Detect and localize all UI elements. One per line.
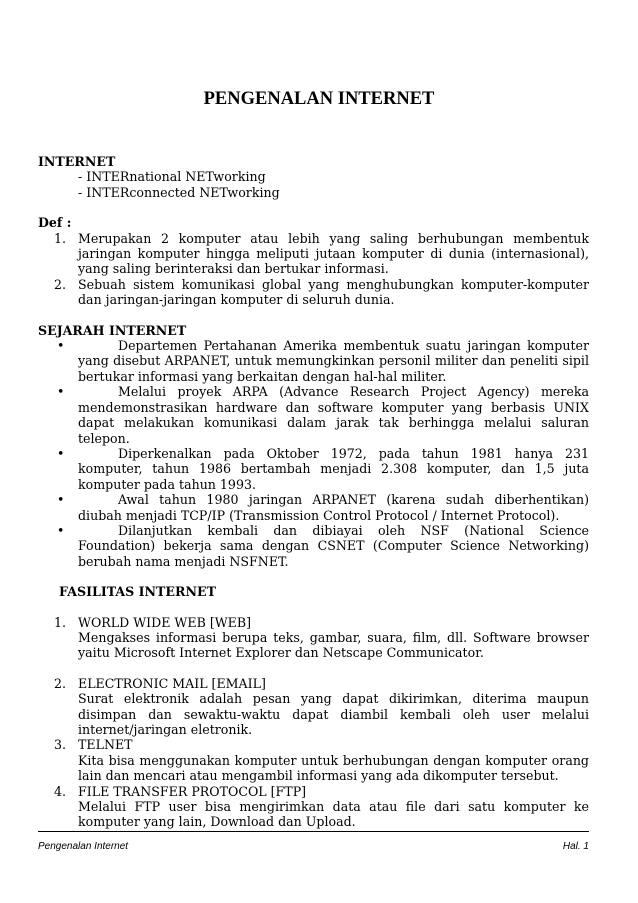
def-item	[38, 277, 589, 308]
def-item-text: Sebuah sistem komunikasi global yang menghubungkan komputer-komputer dan jaringan-jaringan komputer di seluruh dunia.	[78, 276, 589, 308]
fasilitas-item-title: WORLD WIDE WEB [WEB]	[78, 614, 252, 630]
fasilitas-item-title: FILE TRANSFER PROTOCOL [FTP]	[78, 783, 307, 799]
fasilitas-item-title: ELECTRONIC MAIL [EMAIL]	[78, 675, 266, 691]
internet-expansion-line: - INTERnational NETworking	[78, 169, 266, 185]
def-item-number: 2.	[54, 276, 67, 292]
sejarah-item-text: Departemen Pertahanan Amerika membentuk suatu jaringan komputer yang disebut ARPANET, untuk memungkinkan personil militer dan peneliti sipil bertukar informasi yang berkaitan dengan hal-hal militer.	[78, 338, 589, 384]
fasilitas-heading: FASILITAS INTERNET	[59, 584, 216, 600]
sejarah-item	[38, 338, 589, 384]
fasilitas-list	[38, 615, 589, 830]
fasilitas-item-number: 4.	[54, 783, 67, 799]
fasilitas-item-number: 3.	[54, 737, 67, 753]
footer-divider	[38, 831, 589, 832]
def-item-number: 1.	[54, 230, 67, 246]
fasilitas-item-title: TELNET	[78, 737, 133, 753]
sejarah-item-text: Diperkenalkan pada Oktober 1972, pada tahun 1981 hanya 231 komputer, tahun 1986 bertambah menjadi 2.308 komputer, dan 1,5 juta komputer pada tahun 1993.	[78, 445, 589, 492]
fasilitas-item-text: Kita bisa menggunakan komputer untuk berhubungan dengan komputer orang lain dan mencari atau mengambil informasi yang ada dikomputer tersebut.	[78, 752, 589, 784]
def-item	[38, 231, 589, 277]
internet-expansion-line: - INTERconnected NETworking	[78, 184, 280, 200]
fasilitas-item-number: 1.	[54, 614, 67, 630]
sejarah-item	[38, 384, 589, 446]
fasilitas-item	[38, 676, 589, 738]
page-title: PENGENALAN INTERNET	[203, 89, 435, 109]
internet-expansions	[78, 169, 589, 200]
def-list	[38, 231, 589, 308]
def-item-text: Merupakan 2 komputer atau lebih yang saling berhubungan membentuk jaringan komputer hingga meliputi jutaan komputer di dunia (internasional), yang saling berinteraksi dan bertukar informasi.	[78, 230, 589, 277]
fasilitas-item-text: Mengakses informasi berupa teks, gambar, suara, film, dll. Software browser yaitu Microsoft Internet Explorer dan Netscape Communicator.	[78, 629, 589, 661]
document-body	[38, 154, 589, 830]
footer-page-number: Hal. 1	[562, 841, 589, 852]
fasilitas-item-number: 2.	[54, 675, 67, 691]
bullet-icon: •	[57, 522, 65, 538]
bullet-icon: •	[57, 445, 65, 461]
internet-heading: INTERNET	[38, 154, 116, 169]
fasilitas-item-text: Surat elektronik adalah pesan yang dapat dikirimkan, diterima maupun disimpan dan sewaktu-waktu dapat diambil kembali oleh user melalui internet/jaringan eletronik.	[78, 691, 589, 737]
sejarah-item	[38, 446, 589, 492]
fasilitas-item	[38, 737, 589, 783]
fasilitas-item	[38, 615, 589, 661]
fasilitas-item-text: Melalui FTP user bisa mengirimkan data atau file dari satu komputer ke komputer yang lain, Download dan Upload.	[78, 799, 589, 830]
footer-document-title: Pengenalan Internet	[38, 841, 129, 852]
bullet-icon: •	[57, 492, 65, 508]
def-heading: Def :	[38, 215, 72, 231]
sejarah-heading: SEJARAH INTERNET	[38, 322, 187, 338]
sejarah-item-text: Melalui proyek ARPA (Advance Research Project Agency) mereka mendemonstrasikan hardware dan software komputer yang berbasis UNIX dapat melakukan komunikasi dalam jarak tak berhingga melalui saluran telepon.	[78, 384, 589, 446]
sejarah-item-text: Dilanjutkan kembali dan dibiayai oleh NSF (National Science Foundation) bekerja sama dengan CSNET (Computer Science Networking) berubah nama menjadi NSFNET.	[78, 522, 589, 569]
fasilitas-item	[38, 784, 589, 830]
bullet-icon: •	[57, 384, 65, 400]
bullet-icon: •	[57, 338, 65, 354]
sejarah-item	[38, 492, 589, 523]
sejarah-list	[38, 338, 589, 569]
sejarah-item	[38, 523, 589, 569]
sejarah-item-text: Awal tahun 1980 jaringan ARPANET (karena sudah diberhentikan) diubah menjadi TCP/IP (Transmission Control Protocol / Internet Protocol).	[78, 492, 589, 523]
